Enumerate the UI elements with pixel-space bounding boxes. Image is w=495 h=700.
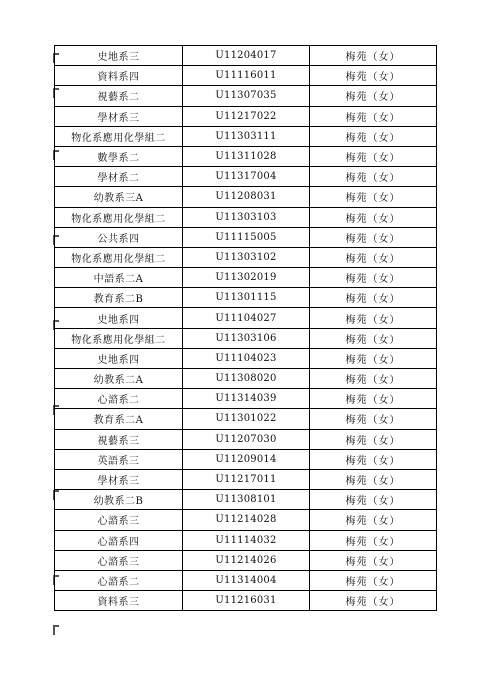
dept-cell: 心諮系四 xyxy=(55,531,183,550)
dept-cell: 幼教系二A xyxy=(55,369,183,388)
table-row xyxy=(55,591,437,611)
table-row xyxy=(55,46,437,66)
dorm-cell: 梅苑（女） xyxy=(310,288,437,307)
dorm-cell: 梅苑（女） xyxy=(310,248,437,267)
dept-cell: 視藝系二 xyxy=(55,86,183,105)
dept-cell: 心諮系三 xyxy=(55,551,183,570)
table-row xyxy=(55,288,437,308)
dorm-cell: 梅苑（女） xyxy=(310,127,437,146)
binding-mark xyxy=(53,625,59,635)
dorm-cell: 梅苑（女） xyxy=(310,389,437,408)
dept-cell: 數學系二 xyxy=(55,147,183,166)
table-row xyxy=(55,571,437,591)
dept-cell: 史地系四 xyxy=(55,308,183,327)
table-row xyxy=(55,470,437,490)
table-row xyxy=(55,349,437,369)
dept-cell: 公共系四 xyxy=(55,228,183,247)
dept-cell: 史地系三 xyxy=(55,46,183,65)
dorm-cell: 梅苑（女） xyxy=(310,167,437,186)
dorm-cell: 梅苑（女） xyxy=(310,147,437,166)
dorm-cell: 梅苑（女） xyxy=(310,187,437,206)
table-row xyxy=(55,510,437,530)
dept-cell: 幼教系三A xyxy=(55,187,183,206)
student-id-cell: U11308020 xyxy=(183,369,310,388)
student-id-cell: U11314004 xyxy=(183,571,310,590)
dept-cell: 視藝系三 xyxy=(55,430,183,449)
dorm-cell: 梅苑（女） xyxy=(310,571,437,590)
student-id-cell: U11314039 xyxy=(183,389,310,408)
dept-cell: 教育系二B xyxy=(55,288,183,307)
dept-cell: 學材系三 xyxy=(55,470,183,489)
table-row xyxy=(55,409,437,429)
table-row xyxy=(55,551,437,571)
dept-cell: 英語系三 xyxy=(55,450,183,469)
student-id-cell: U11214028 xyxy=(183,510,310,529)
dept-cell: 資料系四 xyxy=(55,66,183,85)
student-id-cell: U11216031 xyxy=(183,591,310,610)
student-id-cell: U11209014 xyxy=(183,450,310,469)
dorm-cell: 梅苑（女） xyxy=(310,369,437,388)
student-id-cell: U11207030 xyxy=(183,430,310,449)
dorm-cell: 梅苑（女） xyxy=(310,430,437,449)
table-row xyxy=(55,268,437,288)
student-id-cell: U11303102 xyxy=(183,248,310,267)
table-row xyxy=(55,228,437,248)
dept-cell: 學材系三 xyxy=(55,107,183,126)
dorm-cell: 梅苑（女） xyxy=(310,531,437,550)
table-row xyxy=(55,329,437,349)
student-id-cell: U11214026 xyxy=(183,551,310,570)
dorm-cell: 梅苑（女） xyxy=(310,329,437,348)
dept-cell: 幼教系二B xyxy=(55,490,183,509)
dorm-cell: 梅苑（女） xyxy=(310,591,437,610)
table-row xyxy=(55,187,437,207)
table-row xyxy=(55,450,437,470)
dept-cell: 物化系應用化學組二 xyxy=(55,329,183,348)
dept-cell: 教育系二A xyxy=(55,409,183,428)
student-id-cell: U11308101 xyxy=(183,490,310,509)
table-row xyxy=(55,490,437,510)
student-id-cell: U11114032 xyxy=(183,531,310,550)
dept-cell: 心諮系二 xyxy=(55,571,183,590)
dorm-cell: 梅苑（女） xyxy=(310,308,437,327)
table-row xyxy=(55,208,437,228)
table-row xyxy=(55,531,437,551)
dorm-cell: 梅苑（女） xyxy=(310,510,437,529)
student-id-cell: U11217022 xyxy=(183,107,310,126)
student-id-cell: U11208031 xyxy=(183,187,310,206)
dorm-cell: 梅苑（女） xyxy=(310,470,437,489)
dept-cell: 物化系應用化學組二 xyxy=(55,208,183,227)
dorm-cell: 梅苑（女） xyxy=(310,208,437,227)
student-dorm-table xyxy=(54,45,437,611)
student-id-cell: U11104023 xyxy=(183,349,310,368)
student-id-cell: U11217011 xyxy=(183,470,310,489)
dorm-cell: 梅苑（女） xyxy=(310,86,437,105)
table-row xyxy=(55,107,437,127)
dept-cell: 物化系應用化學組二 xyxy=(55,248,183,267)
table-row xyxy=(55,430,437,450)
dorm-cell: 梅苑（女） xyxy=(310,66,437,85)
student-id-cell: U11317004 xyxy=(183,167,310,186)
dorm-cell: 梅苑（女） xyxy=(310,228,437,247)
table-row xyxy=(55,127,437,147)
dorm-cell: 梅苑（女） xyxy=(310,349,437,368)
student-id-cell: U11303103 xyxy=(183,208,310,227)
table-row xyxy=(55,308,437,328)
student-id-cell: U11302019 xyxy=(183,268,310,287)
table-row xyxy=(55,66,437,86)
table-row xyxy=(55,389,437,409)
student-id-cell: U11311028 xyxy=(183,147,310,166)
dept-cell: 史地系四 xyxy=(55,349,183,368)
student-id-cell: U11301022 xyxy=(183,409,310,428)
table-row xyxy=(55,167,437,187)
student-id-cell: U11303106 xyxy=(183,329,310,348)
student-id-cell: U11301115 xyxy=(183,288,310,307)
dorm-cell: 梅苑（女） xyxy=(310,268,437,287)
table-row xyxy=(55,147,437,167)
dept-cell: 資料系三 xyxy=(55,591,183,610)
dorm-cell: 梅苑（女） xyxy=(310,409,437,428)
student-id-cell: U11303111 xyxy=(183,127,310,146)
dorm-cell: 梅苑（女） xyxy=(310,551,437,570)
dept-cell: 心諮系二 xyxy=(55,389,183,408)
dept-cell: 物化系應用化學組二 xyxy=(55,127,183,146)
dorm-cell: 梅苑（女） xyxy=(310,490,437,509)
dorm-cell: 梅苑（女） xyxy=(310,46,437,65)
student-id-cell: U11307035 xyxy=(183,86,310,105)
dept-cell: 學材系二 xyxy=(55,167,183,186)
student-id-cell: U11115005 xyxy=(183,228,310,247)
dorm-cell: 梅苑（女） xyxy=(310,107,437,126)
dorm-cell: 梅苑（女） xyxy=(310,450,437,469)
student-id-cell: U11204017 xyxy=(183,46,310,65)
table-row xyxy=(55,248,437,268)
student-id-cell: U11116011 xyxy=(183,66,310,85)
table-row xyxy=(55,369,437,389)
student-id-cell: U11104027 xyxy=(183,308,310,327)
dept-cell: 心諮系三 xyxy=(55,510,183,529)
table-row xyxy=(55,86,437,106)
dept-cell: 中語系二A xyxy=(55,268,183,287)
